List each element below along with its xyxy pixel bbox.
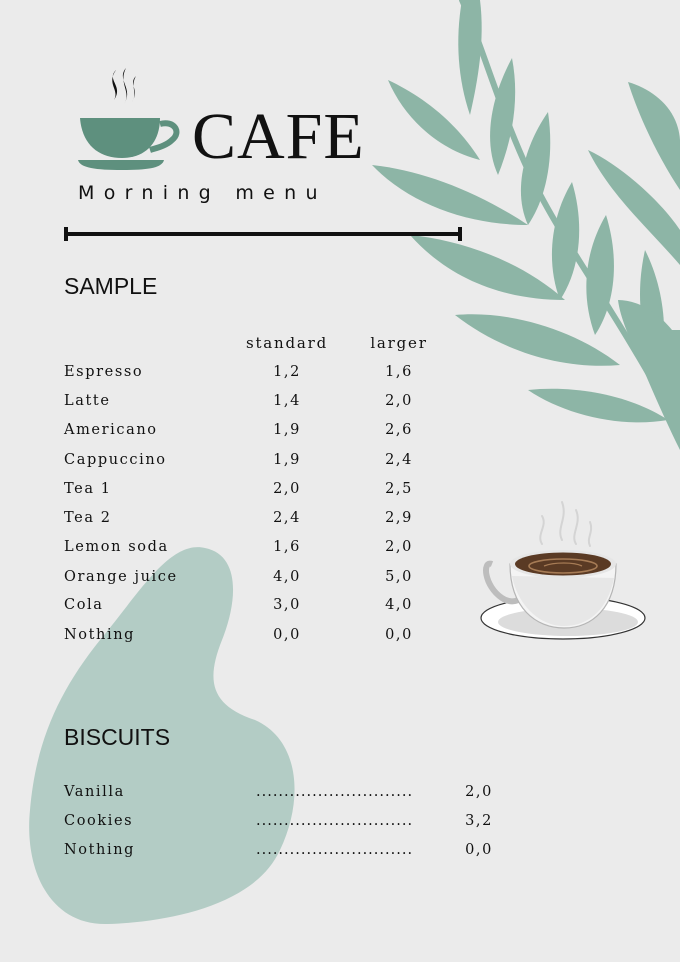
coffee-cup-icon: [76, 66, 180, 174]
item-price-standard: 1,9: [273, 452, 301, 468]
item-name: Nothing: [64, 627, 136, 643]
item-name: Cola: [64, 597, 104, 613]
item-price-standard: 1,2: [273, 364, 301, 380]
item-price-larger: 2,6: [385, 422, 413, 438]
menu-item-row: [0, 362, 680, 382]
item-price-larger: 5,0: [385, 569, 413, 585]
item-price-larger: 2,0: [385, 539, 413, 555]
item-name: Tea 1: [64, 481, 112, 497]
sample-column-headers: [0, 333, 680, 353]
biscuit-item-row: [0, 840, 680, 860]
item-name: Espresso: [64, 364, 144, 380]
biscuit-item-row: [0, 811, 680, 831]
coffee-cup-with-saucer: [478, 496, 648, 646]
item-price-standard: 2,0: [273, 481, 301, 497]
dot-leader: ............................: [256, 784, 414, 800]
item-name: Tea 2: [64, 510, 112, 526]
item-price-larger: 2,0: [385, 393, 413, 409]
item-name: Cappuccino: [64, 452, 167, 468]
header-divider: [64, 226, 462, 242]
column-header-larger: larger: [370, 334, 428, 352]
menu-subtitle: Morning menu: [78, 182, 327, 204]
item-price-standard: 1,4: [273, 393, 301, 409]
biscuit-item-row: [0, 782, 680, 802]
dot-leader: ............................: [256, 813, 414, 829]
item-price-standard: 1,6: [273, 539, 301, 555]
item-price-standard: 3,0: [273, 597, 301, 613]
item-price-larger: 2,4: [385, 452, 413, 468]
menu-item-row: [0, 420, 680, 440]
biscuits-section-title: BISCUITS: [64, 724, 171, 750]
item-name: Lemon soda: [64, 539, 169, 555]
dot-leader: ............................: [256, 842, 414, 858]
item-price-standard: 4,0: [273, 569, 301, 585]
item-price: 2,0: [465, 784, 493, 800]
cafe-title: CAFE: [192, 100, 365, 173]
item-name: Orange juice: [64, 569, 178, 585]
item-name: Nothing: [64, 842, 136, 858]
column-header-standard: standard: [245, 334, 329, 352]
item-name: Vanilla: [64, 784, 125, 800]
item-price-larger: 4,0: [385, 597, 413, 613]
item-name: Americano: [64, 422, 158, 438]
item-price: 3,2: [465, 813, 493, 829]
menu-item-row: [0, 450, 680, 470]
item-price-larger: 1,6: [385, 364, 413, 380]
leaf-branch: [372, 0, 680, 450]
sample-section-title: SAMPLE: [64, 273, 158, 299]
item-price-larger: 2,5: [385, 481, 413, 497]
item-price-standard: 0,0: [273, 627, 301, 643]
item-price-larger: 0,0: [385, 627, 413, 643]
item-price-standard: 2,4: [273, 510, 301, 526]
item-price-larger: 2,9: [385, 510, 413, 526]
item-name: Cookies: [64, 813, 134, 829]
item-name: Latte: [64, 393, 111, 409]
menu-item-row: [0, 391, 680, 411]
item-price: 0,0: [465, 842, 493, 858]
item-price-standard: 1,9: [273, 422, 301, 438]
